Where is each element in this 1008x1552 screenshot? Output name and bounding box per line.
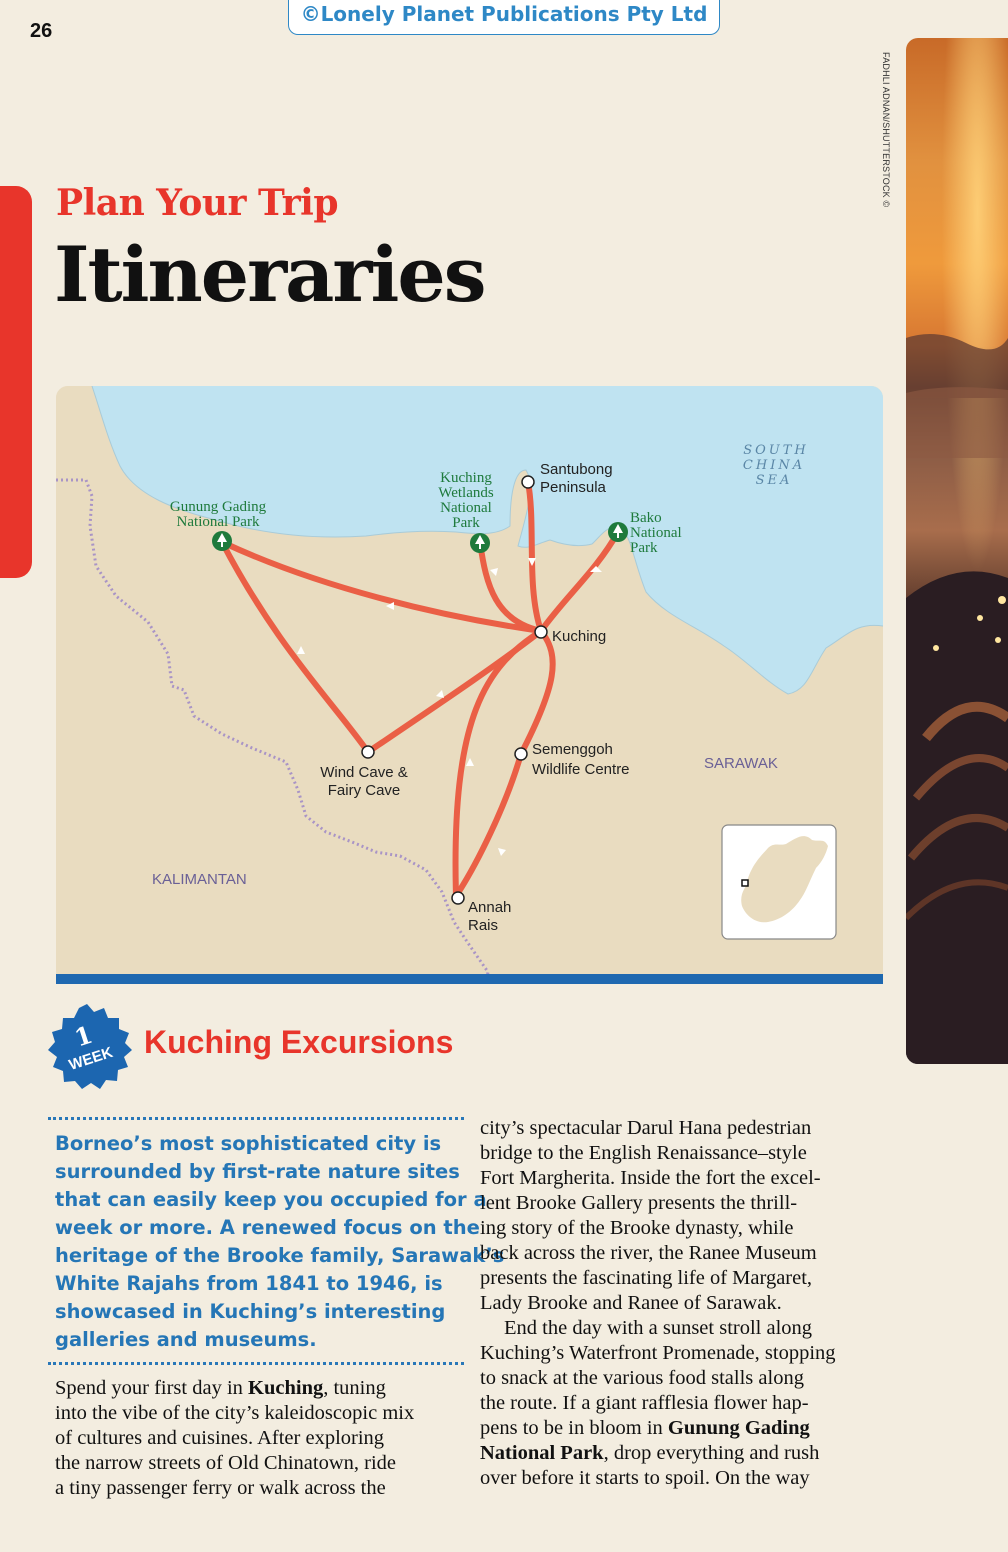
body-line: to snack at the various food stalls along xyxy=(480,1367,804,1389)
label-semenggoh-1: Semenggoh xyxy=(532,741,613,758)
body-line: presents the fascinating life of Margaret, xyxy=(480,1267,813,1289)
label-santubong-2: Peninsula xyxy=(540,479,606,496)
intro-line: White Rajahs from 1841 to 1946, is xyxy=(55,1272,443,1295)
page-number: 26 xyxy=(30,20,53,42)
label-kuching: Kuching xyxy=(552,628,607,645)
copyright-banner: ©Lonely Planet Publications Pty Ltd xyxy=(288,0,720,35)
sunset-photo xyxy=(906,38,1008,1064)
intro-line: Borneo’s most sophisticated city is xyxy=(55,1132,442,1155)
label-bako-3: Park xyxy=(630,540,658,556)
body-line: Fort Margherita. Inside the fort the excel- xyxy=(480,1167,821,1189)
body-line: lent Brooke Gallery presents the thrill- xyxy=(480,1192,798,1214)
sea-label-1: SOUTH xyxy=(743,443,809,458)
badge-number: 1 xyxy=(71,1019,96,1053)
label-windcave-2: Fairy Cave xyxy=(327,782,401,799)
intro-rule-top xyxy=(48,1117,464,1120)
duration-badge xyxy=(42,1002,132,1092)
body-line: into the vibe of the city’s kaleidoscopic mix xyxy=(55,1402,415,1424)
intro-line: galleries and museums. xyxy=(55,1328,317,1351)
label-wetlands-1: Kuching xyxy=(440,470,492,486)
body-line: pens to be in bloom in Gunung Gading xyxy=(480,1417,810,1439)
section-title: Kuching Excursions xyxy=(144,1024,454,1060)
kicker-heading: Plan Your Trip xyxy=(56,182,339,224)
label-wetlands-3: National xyxy=(440,500,492,516)
body-line: Spend your first day in Kuching, tuning xyxy=(55,1377,386,1399)
label-bako-2: National xyxy=(630,525,682,541)
region-sarawak: SARAWAK xyxy=(704,755,778,772)
body-line: National Park, drop everything and rush xyxy=(480,1442,820,1464)
label-windcave-1: Wind Cave & xyxy=(320,764,408,781)
label-annah-1: Annah xyxy=(468,899,512,916)
body-line: Lady Brooke and Ranee of Sarawak. xyxy=(480,1292,782,1314)
badge-unit: WEEK xyxy=(66,1043,115,1074)
body-line: Kuching’s Waterfront Promenade, stopping xyxy=(480,1342,836,1364)
itinerary-map xyxy=(56,386,883,984)
label-annah-2: Rais xyxy=(468,917,499,934)
body-line: the route. If a giant rafflesia flower hap- xyxy=(480,1392,809,1414)
inset-map xyxy=(722,825,836,939)
label-wetlands-2: Wetlands xyxy=(438,485,494,501)
body-line: ing story of the Brooke dynasty, while xyxy=(480,1217,794,1239)
label-bako-1: Bako xyxy=(630,510,662,526)
intro-line: showcased in Kuching’s interesting xyxy=(55,1300,446,1323)
body-line: bridge to the English Renaissance–style xyxy=(480,1142,807,1164)
photo-credit: FADHLI ADNAN/SHUTTERSTOCK © xyxy=(881,52,891,208)
section-tab xyxy=(0,186,32,578)
label-gunung-gading-1: Gunung Gading xyxy=(169,499,267,515)
label-semenggoh-2: Wildlife Centre xyxy=(532,761,630,778)
body-column-left xyxy=(55,1376,414,1501)
label-gunung-gading-2: National Park xyxy=(176,514,260,530)
intro-line: surrounded by first-rate nature sites xyxy=(55,1160,460,1183)
body-line: city’s spectacular Darul Hana pedestrian xyxy=(480,1117,812,1139)
body-column-right xyxy=(480,1116,836,1491)
body-line: End the day with a sunset stroll along xyxy=(504,1317,813,1339)
body-line: the narrow streets of Old Chinatown, ride xyxy=(55,1452,397,1474)
body-line: over before it starts to spoil. On the way xyxy=(480,1467,810,1489)
body-line: back across the river, the Ranee Museum xyxy=(480,1242,817,1264)
intro-line: that can easily keep you occupied for a xyxy=(55,1188,487,1211)
sea-label-3: SEA xyxy=(755,473,793,488)
label-santubong-1: Santubong xyxy=(540,461,613,478)
intro-line: week or more. A renewed focus on the xyxy=(55,1216,480,1239)
region-kalimantan: KALIMANTAN xyxy=(152,871,247,888)
body-line: a tiny passenger ferry or walk across the xyxy=(55,1477,386,1499)
sea-label-2: CHINA xyxy=(742,458,806,473)
page-title: Itineraries xyxy=(54,230,485,319)
label-wetlands-4: Park xyxy=(452,515,480,531)
intro-rule-bottom xyxy=(48,1362,464,1365)
intro-line: heritage of the Brooke family, Sarawak’s xyxy=(55,1244,505,1267)
body-line: of cultures and cuisines. After exploring xyxy=(55,1427,385,1449)
intro-summary xyxy=(55,1130,505,1354)
